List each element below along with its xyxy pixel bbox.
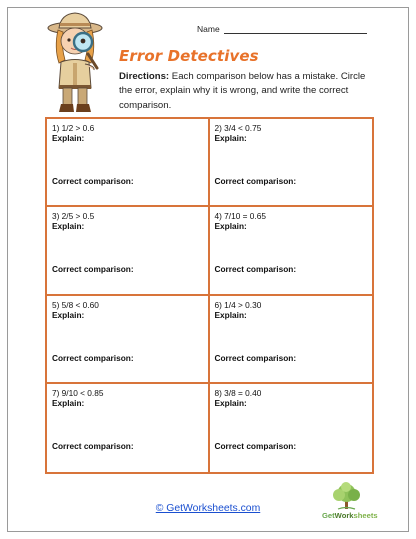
problem-question: 4) 7/10 = 0.65: [214, 211, 266, 222]
explain-label: Explain:: [214, 397, 247, 408]
directions: [119, 70, 381, 113]
problem-cell[interactable]: [47, 119, 210, 207]
correct-comparison-label: Correct comparison:: [52, 352, 134, 363]
correct-comparison-label: Correct comparison:: [52, 264, 134, 275]
problem-cell[interactable]: [210, 207, 373, 295]
explain-label: Explain:: [214, 309, 247, 320]
directions-text: Each comparison below has a mistake. Circle the error, explain why it is wrong, and write the correct comparison.: [119, 71, 366, 111]
explain-label: Explain:: [52, 221, 85, 232]
problem-question: 7) 9/10 < 0.85: [52, 387, 104, 398]
correct-comparison-label: Correct comparison:: [214, 440, 297, 451]
explain-label: Explain:: [214, 221, 247, 232]
logo-get: Get: [322, 511, 335, 520]
directions-label: Directions:: [119, 71, 170, 82]
problem-question: 8) 3/8 = 0.40: [214, 387, 262, 398]
correct-comparison-label: Correct comparison:: [214, 264, 297, 275]
name-line[interactable]: [224, 25, 367, 34]
logo-wordmark: [322, 511, 378, 520]
footer-link[interactable]: © GetWorksheets.com: [155, 503, 261, 514]
worksheet-title: Error Detectives: [119, 47, 259, 65]
problem-question: 2) 3/4 < 0.75: [214, 123, 262, 133]
problem-cell[interactable]: [47, 384, 210, 472]
explain-label: Explain:: [52, 397, 85, 408]
explain-label: Explain:: [52, 309, 85, 320]
problem-question: 3) 2/5 > 0.5: [52, 211, 95, 222]
name-label: Name: [197, 24, 220, 34]
problem-grid: [45, 117, 374, 474]
problem-cell[interactable]: [210, 384, 373, 472]
problem-cell[interactable]: [210, 296, 373, 384]
explain-label: Explain:: [52, 133, 85, 143]
explain-label: Explain:: [214, 133, 247, 143]
problem-question: 1) 1/2 > 0.6: [52, 123, 95, 133]
problem-cell[interactable]: [210, 119, 373, 207]
problem-question: 5) 5/8 < 0.60: [52, 299, 99, 310]
problem-cell[interactable]: [47, 207, 210, 295]
correct-comparison-label: Correct comparison:: [52, 440, 134, 451]
correct-comparison-label: Correct comparison:: [52, 176, 134, 186]
logo-sheets: sheets: [353, 511, 378, 520]
correct-comparison-label: Correct comparison:: [214, 176, 297, 186]
problem-cell[interactable]: [47, 296, 210, 384]
detective-mascot-icon: [45, 8, 113, 116]
problem-question: 6) 1/4 > 0.30: [214, 299, 262, 310]
correct-comparison-label: Correct comparison:: [214, 352, 297, 363]
logo-work: Work: [334, 511, 354, 520]
name-field[interactable]: [197, 24, 367, 34]
